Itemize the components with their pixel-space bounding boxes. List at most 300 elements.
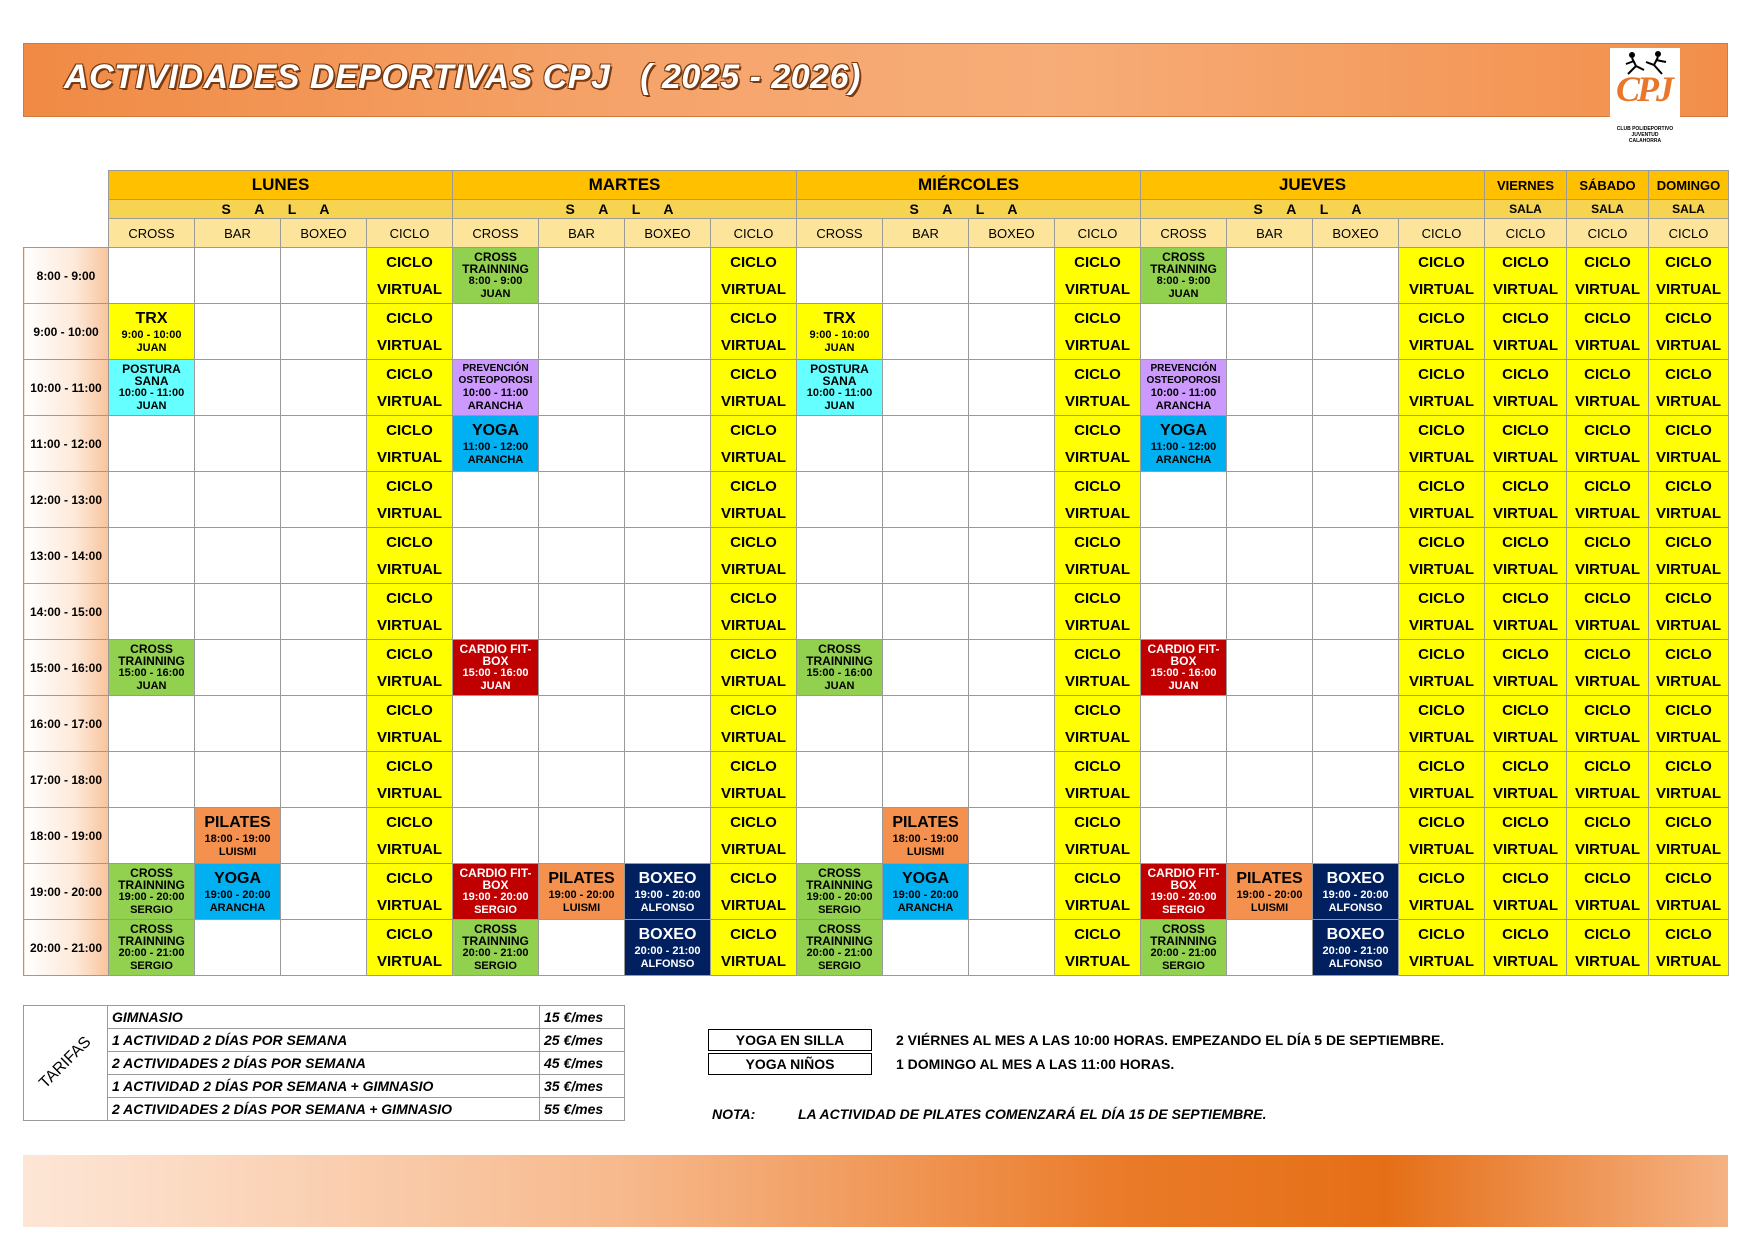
empty-cell bbox=[1227, 696, 1313, 752]
ciclo-label: CICLO bbox=[730, 477, 777, 495]
empty-cell bbox=[539, 248, 625, 304]
virtual-label: VIRTUAL bbox=[1409, 448, 1474, 466]
activity-name: PILATES bbox=[1236, 869, 1303, 887]
activity-instructor: SERGIO bbox=[1162, 959, 1205, 972]
activity-name: BOXEO bbox=[638, 869, 697, 887]
virtual-label: VIRTUAL bbox=[721, 672, 786, 690]
column-header: CROSS bbox=[109, 219, 195, 248]
virtual-label: VIRTUAL bbox=[1493, 448, 1558, 466]
ciclo-virtual-cell bbox=[1055, 752, 1141, 808]
activity-time: 10:00 - 11:00 bbox=[1150, 386, 1217, 399]
activity-time: 20:00 - 21:00 bbox=[462, 946, 529, 959]
ciclo-label: CICLO bbox=[1665, 365, 1712, 383]
activity-cell bbox=[797, 864, 883, 920]
activity-name: CROSS TRAINNING bbox=[1150, 249, 1217, 276]
activity-instructor: JUAN bbox=[136, 341, 167, 354]
empty-cell bbox=[281, 528, 367, 584]
virtual-label: VIRTUAL bbox=[721, 336, 786, 354]
ciclo-virtual-cell bbox=[367, 920, 453, 976]
empty-cell bbox=[453, 696, 539, 752]
ciclo-virtual-cell bbox=[1649, 360, 1729, 416]
ciclo-virtual-cell bbox=[1485, 472, 1567, 528]
empty-cell bbox=[625, 360, 711, 416]
ciclo-label: CICLO bbox=[1418, 421, 1465, 439]
ciclo-label: CICLO bbox=[1584, 757, 1631, 775]
activity-instructor: LUISMI bbox=[562, 901, 601, 914]
tarifa-price: 55 €/mes bbox=[540, 1098, 625, 1121]
empty-cell bbox=[539, 584, 625, 640]
empty-cell bbox=[281, 752, 367, 808]
empty-cell bbox=[625, 528, 711, 584]
ciclo-label: CICLO bbox=[1502, 645, 1549, 663]
ciclo-virtual-cell bbox=[1399, 472, 1485, 528]
ciclo-virtual-cell bbox=[711, 640, 797, 696]
activity-time: 20:00 - 21:00 bbox=[118, 946, 185, 959]
schedule-row bbox=[24, 808, 1729, 864]
ciclo-label: CICLO bbox=[1502, 533, 1549, 551]
tarifa-row bbox=[24, 1029, 625, 1052]
day-header: VIERNES bbox=[1485, 171, 1567, 200]
time-slot: 19:00 - 20:00 bbox=[24, 864, 109, 920]
ciclo-label: CICLO bbox=[1584, 365, 1631, 383]
ciclo-virtual-cell bbox=[1567, 808, 1649, 864]
empty-cell bbox=[281, 808, 367, 864]
activity-instructor: LUISMI bbox=[218, 845, 257, 858]
ciclo-label: CICLO bbox=[1665, 477, 1712, 495]
ciclo-label: CICLO bbox=[1074, 701, 1121, 719]
schedule-row bbox=[24, 752, 1729, 808]
empty-cell bbox=[883, 640, 969, 696]
virtual-label: VIRTUAL bbox=[377, 560, 442, 578]
day-header: JUEVES bbox=[1141, 171, 1485, 200]
virtual-label: VIRTUAL bbox=[1065, 504, 1130, 522]
empty-cell bbox=[109, 248, 195, 304]
time-slot: 8:00 - 9:00 bbox=[24, 248, 109, 304]
empty-cell bbox=[883, 248, 969, 304]
column-header: BOXEO bbox=[969, 219, 1055, 248]
empty-cell bbox=[453, 808, 539, 864]
activity-time: 10:00 - 11:00 bbox=[806, 386, 873, 399]
ciclo-virtual-cell bbox=[1649, 304, 1729, 360]
empty-cell bbox=[1227, 808, 1313, 864]
activity-name: YOGA bbox=[471, 421, 520, 439]
nota-text: LA ACTIVIDAD DE PILATES COMENZARÁ EL DÍA 15 DE SEPTIEMBRE. bbox=[798, 1106, 1267, 1122]
virtual-label: VIRTUAL bbox=[1656, 616, 1721, 634]
activity-instructor: ARANCHA bbox=[467, 399, 524, 412]
empty-cell bbox=[883, 416, 969, 472]
time-slot: 20:00 - 21:00 bbox=[24, 920, 109, 976]
virtual-label: VIRTUAL bbox=[1065, 336, 1130, 354]
schedule-table bbox=[23, 170, 1729, 976]
logo-club-name: CLUB POLIDEPORTIVO JUVENTUD CALAHORRA bbox=[1616, 126, 1674, 144]
empty-cell bbox=[1141, 584, 1227, 640]
activity-instructor: JUAN bbox=[136, 679, 167, 692]
virtual-label: VIRTUAL bbox=[1409, 952, 1474, 970]
ciclo-virtual-cell bbox=[711, 584, 797, 640]
activity-name: PILATES bbox=[548, 869, 615, 887]
empty-cell bbox=[1227, 640, 1313, 696]
ciclo-virtual-cell bbox=[711, 248, 797, 304]
day-header: SÁBADO bbox=[1567, 171, 1649, 200]
virtual-label: VIRTUAL bbox=[1065, 280, 1130, 298]
ciclo-label: CICLO bbox=[1584, 813, 1631, 831]
activity-cell bbox=[453, 864, 539, 920]
activity-name: YOGA bbox=[1159, 421, 1208, 439]
ciclo-label: CICLO bbox=[1074, 869, 1121, 887]
empty-cell bbox=[1313, 472, 1399, 528]
corner-blank bbox=[24, 171, 109, 200]
time-slot: 11:00 - 12:00 bbox=[24, 416, 109, 472]
virtual-label: VIRTUAL bbox=[1409, 728, 1474, 746]
activity-name: TRX bbox=[135, 309, 168, 327]
ciclo-label: CICLO bbox=[730, 925, 777, 943]
ciclo-label: CICLO bbox=[1665, 589, 1712, 607]
virtual-label: VIRTUAL bbox=[1065, 392, 1130, 410]
activity-name: PREVENCIÓN OSTEOPOROSI bbox=[1146, 362, 1221, 386]
ciclo-label: CICLO bbox=[386, 813, 433, 831]
column-header: BAR bbox=[883, 219, 969, 248]
tarifa-price: 15 €/mes bbox=[540, 1006, 625, 1029]
virtual-label: VIRTUAL bbox=[377, 784, 442, 802]
schedule-row bbox=[24, 304, 1729, 360]
column-header: BAR bbox=[1227, 219, 1313, 248]
ciclo-virtual-cell bbox=[1649, 864, 1729, 920]
ciclo-label: CICLO bbox=[1502, 813, 1549, 831]
time-slot: 16:00 - 17:00 bbox=[24, 696, 109, 752]
ciclo-label: CICLO bbox=[1418, 309, 1465, 327]
ciclo-virtual-cell bbox=[1055, 808, 1141, 864]
ciclo-virtual-cell bbox=[1485, 304, 1567, 360]
empty-cell bbox=[797, 584, 883, 640]
ciclo-label: CICLO bbox=[386, 925, 433, 943]
ciclo-label: CICLO bbox=[1584, 533, 1631, 551]
activity-cell bbox=[797, 304, 883, 360]
ciclo-label: CICLO bbox=[386, 701, 433, 719]
empty-cell bbox=[109, 808, 195, 864]
ciclo-virtual-cell bbox=[1485, 752, 1567, 808]
ciclo-label: CICLO bbox=[1665, 421, 1712, 439]
activity-cell bbox=[1141, 416, 1227, 472]
tarifa-price: 45 €/mes bbox=[540, 1052, 625, 1075]
empty-cell bbox=[109, 752, 195, 808]
ciclo-label: CICLO bbox=[1584, 645, 1631, 663]
yoga-en-silla-text: 2 VIÉRNES AL MES A LAS 10:00 HORAS. EMPEZANDO EL DÍA 5 DE SEPTIEMBRE. bbox=[896, 1032, 1445, 1048]
yoga-ninos-label: YOGA NIÑOS bbox=[708, 1053, 872, 1075]
virtual-label: VIRTUAL bbox=[1575, 560, 1640, 578]
activity-name: POSTURA SANA bbox=[122, 361, 181, 388]
ciclo-virtual-cell bbox=[1485, 416, 1567, 472]
empty-cell bbox=[883, 360, 969, 416]
activity-name: CARDIO FIT-BOX bbox=[1147, 865, 1220, 892]
ciclo-virtual-cell bbox=[1055, 248, 1141, 304]
activity-name: YOGA bbox=[901, 869, 950, 887]
activity-name: BOXEO bbox=[1326, 869, 1385, 887]
virtual-label: VIRTUAL bbox=[1493, 896, 1558, 914]
ciclo-label: CICLO bbox=[1074, 253, 1121, 271]
ciclo-label: CICLO bbox=[1502, 701, 1549, 719]
empty-cell bbox=[1313, 304, 1399, 360]
column-header: BOXEO bbox=[1313, 219, 1399, 248]
ciclo-virtual-cell bbox=[367, 528, 453, 584]
ciclo-label: CICLO bbox=[1584, 589, 1631, 607]
empty-cell bbox=[109, 416, 195, 472]
activity-instructor: JUAN bbox=[136, 399, 167, 412]
virtual-label: VIRTUAL bbox=[1065, 784, 1130, 802]
virtual-label: VIRTUAL bbox=[1065, 616, 1130, 634]
logo-mark: CPJ bbox=[1616, 69, 1672, 109]
ciclo-virtual-cell bbox=[1485, 696, 1567, 752]
tarifas-label bbox=[24, 1006, 108, 1121]
ciclo-virtual-cell bbox=[367, 808, 453, 864]
time-slot: 18:00 - 19:00 bbox=[24, 808, 109, 864]
day-header: MARTES bbox=[453, 171, 797, 200]
ciclo-virtual-cell bbox=[1567, 752, 1649, 808]
ciclo-label: CICLO bbox=[386, 253, 433, 271]
tarifa-row bbox=[24, 1052, 625, 1075]
activity-time: 19:00 - 20:00 bbox=[118, 890, 185, 903]
activity-cell bbox=[797, 640, 883, 696]
empty-cell bbox=[883, 584, 969, 640]
schedule-row bbox=[24, 584, 1729, 640]
ciclo-virtual-cell bbox=[1399, 416, 1485, 472]
ciclo-virtual-cell bbox=[367, 584, 453, 640]
empty-cell bbox=[281, 248, 367, 304]
ciclo-label: CICLO bbox=[1665, 813, 1712, 831]
corner-blank bbox=[24, 219, 109, 248]
empty-cell bbox=[625, 472, 711, 528]
ciclo-label: CICLO bbox=[1665, 533, 1712, 551]
ciclo-virtual-cell bbox=[1399, 584, 1485, 640]
ciclo-label: CICLO bbox=[1502, 869, 1549, 887]
sala-header: S A L A bbox=[109, 200, 453, 219]
schedule-row bbox=[24, 360, 1729, 416]
column-header: CROSS bbox=[453, 219, 539, 248]
time-slot: 15:00 - 16:00 bbox=[24, 640, 109, 696]
ciclo-label: CICLO bbox=[1418, 869, 1465, 887]
sala-header: S A L A bbox=[1141, 200, 1485, 219]
page-title: ACTIVIDADES DEPORTIVAS CPJ ( 2025 - 2026) bbox=[64, 58, 861, 96]
ciclo-label: CICLO bbox=[1584, 253, 1631, 271]
ciclo-label: CICLO bbox=[1074, 757, 1121, 775]
empty-cell bbox=[1313, 752, 1399, 808]
ciclo-label: CICLO bbox=[1074, 309, 1121, 327]
ciclo-virtual-cell bbox=[1055, 584, 1141, 640]
ciclo-label: CICLO bbox=[386, 533, 433, 551]
empty-cell bbox=[625, 808, 711, 864]
virtual-label: VIRTUAL bbox=[1575, 392, 1640, 410]
activity-instructor: ARANCHA bbox=[467, 453, 524, 466]
empty-cell bbox=[969, 752, 1055, 808]
tarifa-name: 1 ACTIVIDAD 2 DÍAS POR SEMANA bbox=[108, 1029, 540, 1052]
empty-cell bbox=[1141, 472, 1227, 528]
empty-cell bbox=[453, 752, 539, 808]
column-header: BAR bbox=[195, 219, 281, 248]
sala-header: SALA bbox=[1649, 200, 1729, 219]
virtual-label: VIRTUAL bbox=[1575, 504, 1640, 522]
activity-name: CARDIO FIT-BOX bbox=[459, 865, 532, 892]
empty-cell bbox=[969, 808, 1055, 864]
ciclo-label: CICLO bbox=[1074, 645, 1121, 663]
schedule-row bbox=[24, 696, 1729, 752]
footer-band bbox=[23, 1155, 1728, 1227]
empty-cell bbox=[1227, 360, 1313, 416]
activity-name: CROSS TRAINNING bbox=[462, 921, 529, 948]
activity-time: 20:00 - 21:00 bbox=[806, 946, 873, 959]
virtual-label: VIRTUAL bbox=[377, 336, 442, 354]
empty-cell bbox=[195, 304, 281, 360]
empty-cell bbox=[625, 640, 711, 696]
column-header: BAR bbox=[539, 219, 625, 248]
activity-name: PILATES bbox=[892, 813, 959, 831]
activity-cell bbox=[109, 920, 195, 976]
virtual-label: VIRTUAL bbox=[721, 728, 786, 746]
ciclo-virtual-cell bbox=[1399, 248, 1485, 304]
activity-name: CROSS TRAINNING bbox=[806, 641, 873, 668]
ciclo-label: CICLO bbox=[1074, 813, 1121, 831]
activity-cell bbox=[1141, 248, 1227, 304]
virtual-label: VIRTUAL bbox=[377, 448, 442, 466]
activity-time: 9:00 - 10:00 bbox=[121, 328, 182, 341]
ciclo-label: CICLO bbox=[1418, 701, 1465, 719]
ciclo-label: CICLO bbox=[1074, 925, 1121, 943]
activity-time: 15:00 - 16:00 bbox=[118, 666, 185, 679]
schedule-row bbox=[24, 640, 1729, 696]
empty-cell bbox=[281, 360, 367, 416]
virtual-label: VIRTUAL bbox=[1065, 840, 1130, 858]
empty-cell bbox=[969, 248, 1055, 304]
activity-cell bbox=[453, 248, 539, 304]
activity-time: 9:00 - 10:00 bbox=[809, 328, 870, 341]
ciclo-virtual-cell bbox=[1567, 472, 1649, 528]
ciclo-label: CICLO bbox=[1665, 253, 1712, 271]
empty-cell bbox=[969, 584, 1055, 640]
empty-cell bbox=[1313, 528, 1399, 584]
activity-time: 19:00 - 20:00 bbox=[548, 888, 615, 901]
empty-cell bbox=[1227, 584, 1313, 640]
virtual-label: VIRTUAL bbox=[377, 280, 442, 298]
empty-cell bbox=[453, 472, 539, 528]
empty-cell bbox=[1313, 360, 1399, 416]
virtual-label: VIRTUAL bbox=[1493, 672, 1558, 690]
virtual-label: VIRTUAL bbox=[1493, 952, 1558, 970]
activity-time: 19:00 - 20:00 bbox=[806, 890, 873, 903]
tarifa-name: 2 ACTIVIDADES 2 DÍAS POR SEMANA + GIMNASIO bbox=[108, 1098, 540, 1121]
column-header: CICLO bbox=[711, 219, 797, 248]
ciclo-virtual-cell bbox=[1485, 864, 1567, 920]
activity-cell bbox=[453, 640, 539, 696]
empty-cell bbox=[797, 752, 883, 808]
activity-name: CROSS TRAINNING bbox=[806, 921, 873, 948]
empty-cell bbox=[539, 752, 625, 808]
virtual-label: VIRTUAL bbox=[1493, 336, 1558, 354]
activity-name: CARDIO FIT-BOX bbox=[1147, 641, 1220, 668]
activity-instructor: ARANCHA bbox=[209, 901, 266, 914]
virtual-label: VIRTUAL bbox=[377, 840, 442, 858]
ciclo-label: CICLO bbox=[386, 309, 433, 327]
ciclo-virtual-cell bbox=[1485, 920, 1567, 976]
virtual-label: VIRTUAL bbox=[1409, 280, 1474, 298]
ciclo-label: CICLO bbox=[386, 645, 433, 663]
sala-header: SALA bbox=[1485, 200, 1567, 219]
empty-cell bbox=[195, 696, 281, 752]
virtual-label: VIRTUAL bbox=[1065, 672, 1130, 690]
empty-cell bbox=[281, 304, 367, 360]
ciclo-virtual-cell bbox=[1649, 472, 1729, 528]
ciclo-virtual-cell bbox=[367, 696, 453, 752]
tarifa-price: 35 €/mes bbox=[540, 1075, 625, 1098]
ciclo-virtual-cell bbox=[711, 696, 797, 752]
virtual-label: VIRTUAL bbox=[377, 504, 442, 522]
activity-time: 18:00 - 19:00 bbox=[204, 832, 271, 845]
empty-cell bbox=[453, 304, 539, 360]
activity-time: 15:00 - 16:00 bbox=[806, 666, 873, 679]
ciclo-label: CICLO bbox=[1665, 701, 1712, 719]
time-slot: 14:00 - 15:00 bbox=[24, 584, 109, 640]
activity-time: 11:00 - 12:00 bbox=[1150, 440, 1217, 453]
activity-time: 20:00 - 21:00 bbox=[634, 944, 701, 957]
ciclo-label: CICLO bbox=[1502, 925, 1549, 943]
ciclo-virtual-cell bbox=[1567, 248, 1649, 304]
schedule-row bbox=[24, 416, 1729, 472]
ciclo-label: CICLO bbox=[730, 421, 777, 439]
activity-name: CROSS TRAINNING bbox=[1150, 921, 1217, 948]
empty-cell bbox=[1141, 528, 1227, 584]
activity-cell bbox=[1313, 864, 1399, 920]
activity-cell bbox=[109, 864, 195, 920]
schedule-row bbox=[24, 528, 1729, 584]
virtual-label: VIRTUAL bbox=[721, 952, 786, 970]
ciclo-label: CICLO bbox=[1074, 533, 1121, 551]
ciclo-virtual-cell bbox=[1399, 752, 1485, 808]
activity-instructor: JUAN bbox=[1168, 287, 1199, 300]
activity-time: 20:00 - 21:00 bbox=[1322, 944, 1389, 957]
ciclo-virtual-cell bbox=[1649, 416, 1729, 472]
activity-cell bbox=[1227, 864, 1313, 920]
tarifa-row bbox=[24, 1098, 625, 1121]
activity-instructor: SERGIO bbox=[818, 903, 861, 916]
activity-name: CROSS TRAINNING bbox=[118, 921, 185, 948]
ciclo-label: CICLO bbox=[1665, 925, 1712, 943]
empty-cell bbox=[109, 584, 195, 640]
virtual-label: VIRTUAL bbox=[1575, 672, 1640, 690]
empty-cell bbox=[1141, 304, 1227, 360]
activity-time: 18:00 - 19:00 bbox=[892, 832, 959, 845]
activity-instructor: ARANCHA bbox=[1155, 399, 1212, 412]
ciclo-virtual-cell bbox=[1055, 528, 1141, 584]
activity-time: 10:00 - 11:00 bbox=[462, 386, 529, 399]
empty-cell bbox=[539, 472, 625, 528]
tarifa-name: 2 ACTIVIDADES 2 DÍAS POR SEMANA bbox=[108, 1052, 540, 1075]
ciclo-label: CICLO bbox=[1074, 365, 1121, 383]
activity-name: TRX bbox=[823, 309, 856, 327]
activity-time: 19:00 - 20:00 bbox=[892, 888, 959, 901]
ciclo-label: CICLO bbox=[1418, 533, 1465, 551]
activity-time: 8:00 - 9:00 bbox=[1156, 274, 1211, 287]
empty-cell bbox=[797, 416, 883, 472]
activity-cell bbox=[195, 808, 281, 864]
activity-instructor: ALFONSO bbox=[640, 957, 695, 970]
empty-cell bbox=[539, 528, 625, 584]
empty-cell bbox=[883, 752, 969, 808]
virtual-label: VIRTUAL bbox=[721, 840, 786, 858]
activity-time: 19:00 - 20:00 bbox=[204, 888, 271, 901]
activity-instructor: ALFONSO bbox=[1328, 957, 1383, 970]
activity-time: 19:00 - 20:00 bbox=[462, 890, 529, 903]
ciclo-virtual-cell bbox=[1567, 360, 1649, 416]
empty-cell bbox=[195, 360, 281, 416]
ciclo-label: CICLO bbox=[1502, 757, 1549, 775]
ciclo-label: CICLO bbox=[1074, 589, 1121, 607]
